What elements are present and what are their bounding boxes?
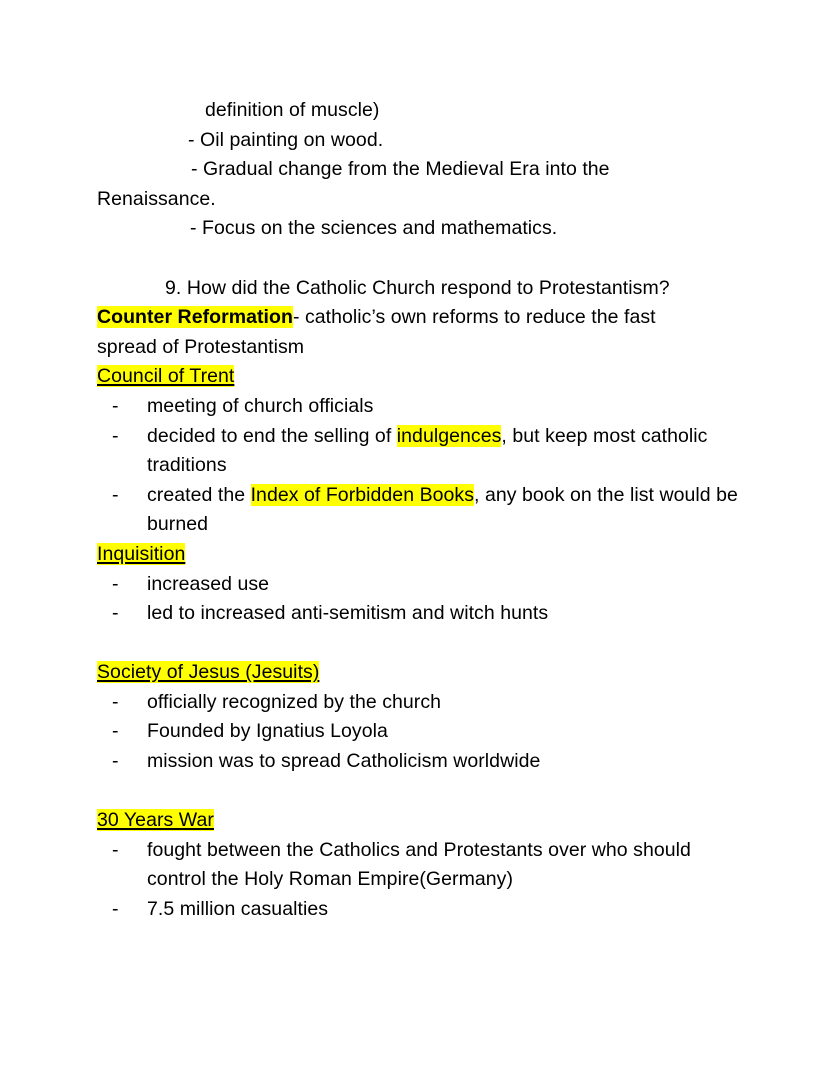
question-9-text: 9. How did the Catholic Church respond to Protestantism?	[165, 276, 670, 299]
list-item	[97, 836, 748, 895]
bullet-dash-icon: -	[112, 690, 119, 713]
section-heading-society-of-jesus	[97, 658, 748, 688]
section-heading-30-years-war	[97, 806, 748, 836]
top-fragment	[97, 96, 748, 244]
list-item-pre: led to increased anti-semitism and witch hunts	[147, 602, 549, 625]
bullet-dash-icon: -	[112, 720, 119, 743]
section-heading-label: 30 Years War	[97, 809, 214, 832]
section-heading-label: Society of Jesus (Jesuits)	[97, 661, 320, 684]
list-item	[97, 570, 748, 600]
list-item-text	[147, 836, 748, 895]
bullet-list-society-of-jesus	[97, 688, 748, 777]
list-item-text	[147, 599, 748, 629]
section-heading-label: Inquisition	[97, 542, 186, 565]
list-item-pre: decided to end the selling of	[147, 424, 397, 447]
list-item-pre: meeting of church officials	[147, 394, 374, 417]
spacer-before-question	[97, 244, 748, 274]
list-item-text	[147, 570, 748, 600]
list-item-pre: Founded by Ignatius Loyola	[147, 720, 388, 743]
list-item-text	[147, 392, 748, 422]
section-heading-inquisition	[97, 540, 748, 570]
list-item-text	[147, 688, 748, 718]
bullet-dash-icon: -	[112, 483, 119, 506]
list-item-highlight: indulgences	[396, 424, 502, 447]
list-item	[97, 688, 748, 718]
bullet-dash-icon: -	[112, 602, 119, 625]
spacer-before-thirty-years-war	[97, 777, 748, 807]
list-item	[97, 481, 748, 540]
list-item	[97, 895, 748, 925]
list-item-post: , but keep most catholic traditions	[147, 424, 708, 477]
list-item	[97, 747, 748, 777]
bullet-dash-icon: -	[112, 394, 119, 417]
spacer-before-jesuits	[97, 629, 748, 659]
fragment-line-focus-sciences: - Focus on the sciences and mathematics.	[190, 217, 558, 240]
list-item-pre: fought between the Catholics and Protestants over who should control the Holy Roman Empire(Germany)	[147, 838, 691, 891]
list-item-text	[147, 422, 748, 481]
counter-reformation-term: Counter Reformation	[97, 306, 293, 329]
list-item	[97, 599, 748, 629]
bullet-dash-icon: -	[112, 898, 119, 921]
counter-reformation-rest-1: - catholic’s own reforms to reduce the fast	[292, 306, 656, 329]
bullet-dash-icon: -	[112, 750, 119, 773]
bullet-dash-icon: -	[112, 838, 119, 861]
list-item	[97, 422, 748, 481]
counter-reformation-rest-2: spread of Protestantism	[97, 335, 305, 358]
document-body	[97, 96, 748, 925]
list-item	[97, 392, 748, 422]
fragment-line-gradual-change: - Gradual change from the Medieval Era into the	[191, 158, 610, 181]
section-heading-council-of-trent	[97, 362, 748, 392]
list-item-text	[147, 717, 748, 747]
list-item-pre: increased use	[147, 572, 270, 595]
bullet-dash-icon: -	[112, 424, 119, 447]
list-item-text	[147, 747, 748, 777]
bullet-list-inquisition	[97, 570, 748, 629]
list-item-pre: 7.5 million casualties	[147, 898, 329, 921]
list-item-post: , any book on the list would be burned	[147, 483, 738, 536]
counter-reformation-definition	[97, 303, 748, 333]
list-item-pre: officially recognized by the church	[147, 690, 442, 713]
bullet-list-30-years-war	[97, 836, 748, 925]
fragment-line-oil-painting: - Oil painting on wood.	[188, 128, 384, 151]
list-item-highlight: Index of Forbidden Books	[250, 483, 475, 506]
list-item-pre: created the	[147, 483, 251, 506]
list-item-pre: mission was to spread Catholicism worldwide	[147, 750, 541, 773]
list-item	[97, 717, 748, 747]
fragment-line-renaissance: Renaissance.	[97, 187, 216, 210]
bullet-dash-icon: -	[112, 572, 119, 595]
list-item-text	[147, 895, 748, 925]
list-item-text	[147, 481, 748, 540]
fragment-line-definition: definition of muscle)	[205, 99, 380, 121]
section-heading-label: Council of Trent	[97, 365, 235, 388]
bullet-list-council-of-trent	[97, 392, 748, 540]
